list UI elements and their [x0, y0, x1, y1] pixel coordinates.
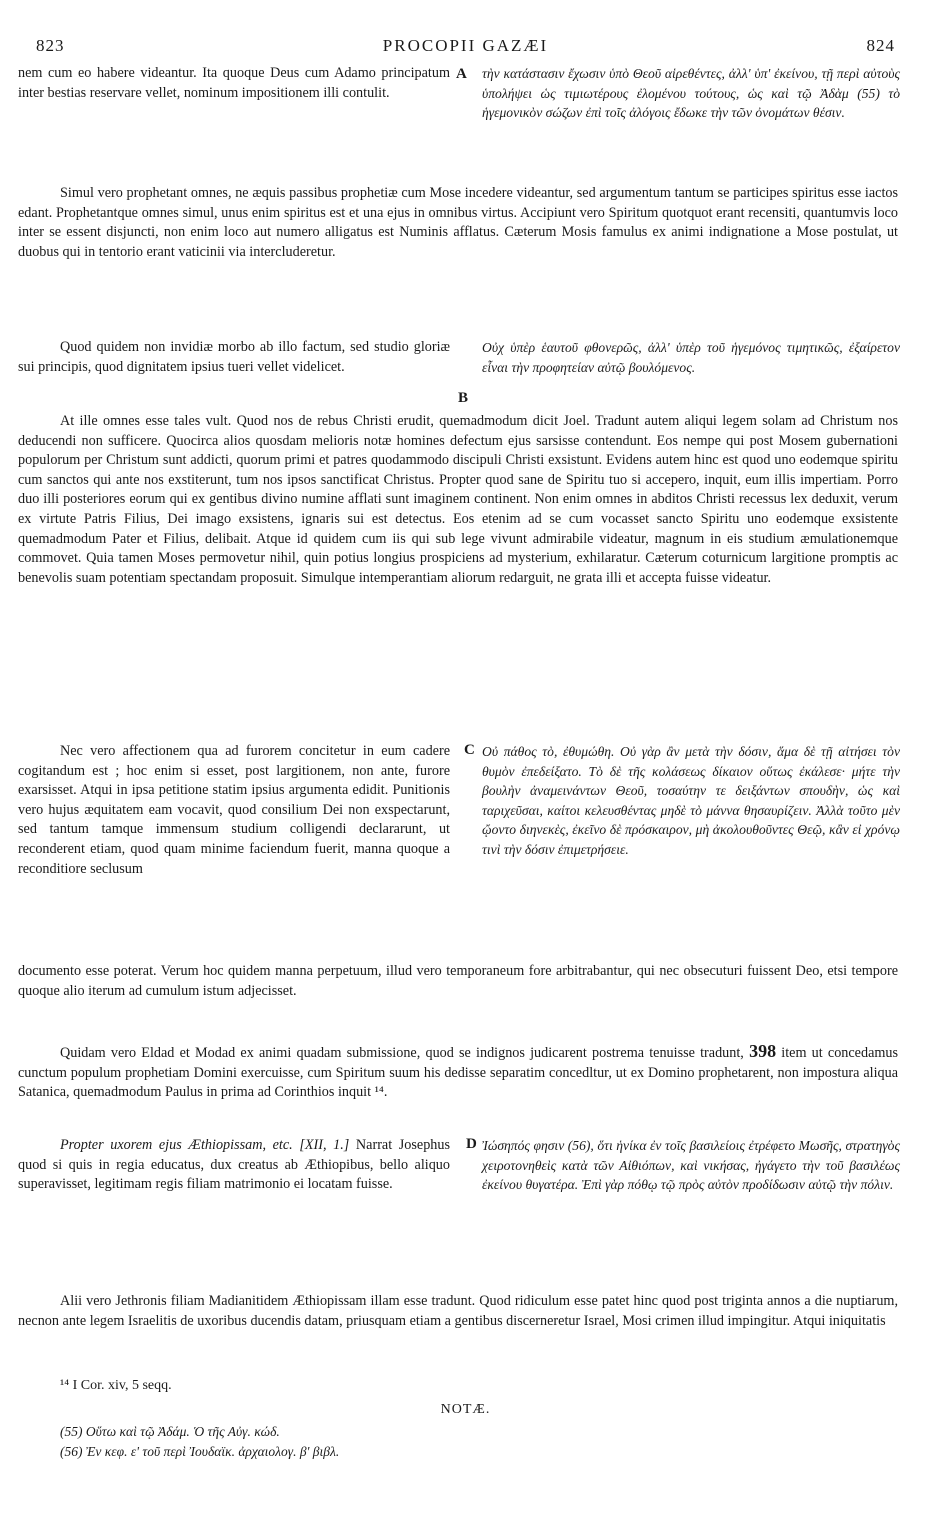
latin-text: Nec vero affectionem qua ad furorem concitetur in eum cadere cogitandum est ; hoc enim si esset, post largitionem, non ante, furore exarsisset. Atqui in ipsa petitione statim ipsius argumenta edidit. Punitionis vero hujus æquitatem eam vocavit, quod consilium Dei non exspectarunt, sed tantum tamque immensum studium colligendi declararunt, ut reconderent etiam, quod quam minime faciendum fuerit, manna quoque a reconditiore seclusum — [18, 743, 450, 877]
paragraph-6 — [18, 962, 898, 1001]
latin-column-5 — [18, 742, 450, 879]
margin-letter-d: D — [466, 1136, 477, 1152]
greek-text: Οὐχ ὑπὲρ ἑαυτοῦ φθονερῶς, ἀλλ' ὑπὲρ τοῦ ἡγεμόνος τιμητικῶς, ἐξαίρετον εἶναι τὴν προφητείαν αὐτῷ βουλόμενος. — [482, 340, 900, 375]
paragraph-4 — [18, 412, 898, 588]
paragraph-text — [18, 1042, 898, 1103]
text-before: Quidam vero Eldad et Modad ex animi quadam submissione, quod se indignos judicarent postrema tenuisse tradunt, — [60, 1045, 744, 1061]
latin-column-1 — [18, 64, 450, 103]
notes-heading: NOTÆ. — [440, 1402, 491, 1417]
latin-text: Quod quidem non invidiæ morbo ab illo factum, sed studio gloriæ sui principis, quod dignitatem ipsius tueri vellet videlicet. — [18, 339, 450, 375]
greek-text: Ἰώσηπός φησιν (56), ὅτι ἡνίκα ἐν τοῖς βασιλείοις ἐτρέφετο Μωσῆς, στρατηγὸς χειροτονηθεὶς κατὰ τῶν Αἰθιόπων, καὶ νικήσας, ἠγάγετο τὴν τοῦ βασιλέως ἐκείνου θυγατέρα. Ἐπὶ γὰρ πόθῳ τῷ πρὸς αὐτὸν προδίδωσιν αὐτῷ τὴν πόλιν. — [482, 1138, 900, 1193]
margin-letter-a: A — [456, 66, 467, 82]
latin-column-8 — [18, 1136, 450, 1195]
paragraph-text: Simul vero prophetant omnes, ne æquis passibus prophetiæ cum Mose incedere videantur, sed argumentum tantum se participes spiritus esse iactos edant. Prophetantque omnes simul, unus enim spiritus est et una ejus in omnibus virtus. Accipiunt vero Spiritum quotquot erant recensiti, quantumvis loco inter se essent disjuncti, non enim loco aut numero alligatus est Numinis afflatus. Cæterum Mosis famulus ex animi indignatione a Mose postulat, ut duobus qui in tentorio erant vaticinii via intercluderetur. — [18, 185, 898, 260]
paragraph-text: Alii vero Jethronis filiam Madianitidem Æthiopissam illam esse tradunt. Quod ridiculum esse patet hinc quod post triginta annos a die nuptiarum, necnon ante legem Israelitis de uxoribus ducendis datam, priusquam etiam a gentibus discerneretur Israel, Mosi crimen illud impingitur. Atqui iniquitatis — [18, 1293, 898, 1329]
greek-text: Οὐ πάθος τὸ, ἐθυμώθη. Οὐ γὰρ ἂν μετὰ τὴν δόσιν, ἅμα δὲ τῇ αἰτήσει τὸν θυμὸν ἐπεδείξατο. Τὸ δὲ τῆς κολάσεως δίκαιον οὕτως ἐκάλεσε· μήτε τὴν βουλὴν ἀναμεινάντων Θεοῦ, τοσαύτην τε δειξάντων σπουδὴν, ὡς καὶ ταριχεῦσαι, καίτοι κελευσθέντας μηδὲ τὸ μάννα θησαυρίζειν. Ἀλλὰ τοῦτο μὲν ᾤοντο διηνεκὲς, ἐκεῖνο δὲ πρόσκαιρον, μὴ ἀκολουθοῦντες Θεῷ, κἂν εἰ χρόνῳ τινὶ τὴν δόσιν ἐπιμετρήσειε. — [482, 744, 900, 857]
page-number-right: 824 — [866, 36, 895, 55]
running-title: PROCOPII GAZÆI — [382, 36, 549, 55]
margin-letter-b: B — [458, 390, 469, 406]
latin-body: Narrat Josephus quod si quis in regia educatus, dux creatus ab Æthiopibus, bello aliquo superavisset, legitimam regis filiam matrimonio ei locatam fuisse. — [18, 1137, 451, 1193]
page-number-left: 823 — [36, 36, 65, 55]
note-55: (55) Οὕτω καὶ τῷ Ἀδάμ. Ὁ τῆς Αὐγ. κώδ. — [60, 1424, 280, 1439]
paragraph-text: At ille omnes esse tales vult. Quod nos de rebus Christi erudit, quemadmodum dicit Joel. Tradunt autem aliqui legem solam ad Christum nos deducendi non sufficere. Quocirca alios quosdam melioris notæ homines defectum ejus sarsisse contendunt. Eos nempe qui post Mosem gubernationi populorum per Christum sunt addicti, quorum primi et patres quodammodo discipuli Christi exsistunt. Evidens autem hinc est quod uno eodemque spiritu cum sanctos qui ante nos exstiterunt, tum nos ipsos sanctificat Christus. Propter quod sane de Spiritu tuo si accepero, inquit, eum illis impertiam. Porro duo illi posteriores eorum qui ex gentibus divino numine afflati sunt imaginem continent. Non enim omnes in abditos Christi recessus lex deduxit, verum ex virtute Patris Filius, Dei imago exsistens, ignaris sui est detectus. Eos etenim ad se cum vocasset sancto Spiritu uno eodemque exsistente quemadmodum Pater et Filius, delibait. Atque id quidem cum iis qui sub lege vivunt admirabile videatur, magnum in eis studium æmulationemque commovet. Quia tamen Moses permovetur nihil, quin potius longius prospiciens ad mysterium, exhilaratur. Cæterum coturnicum largitione promptis ac benevolis suam potentiam spectandam proposuit. Simulque intemperantiam aliorum redarguit, ne grata illi et accepta fuisse videatur. — [18, 413, 898, 586]
lemma: Propter uxorem ejus Æthiopissam, etc. [XII, 1.] — [60, 1137, 350, 1153]
note-56: (56) Ἐν κεφ. ε' τοῦ περὶ Ἰουδαϊκ. ἀρχαιολογ. β' βιβλ. — [60, 1444, 340, 1459]
paragraph-9 — [18, 1292, 898, 1331]
footnote: ¹⁴ I Cor. xiv, 5 seqq. — [60, 1378, 172, 1393]
text-after: item ut concedamus cunctum populum prophetiam Domini exercuisse, cum Spiritum suum his dedisse separatim concedltur, ut ex Domino prophetarent, non impostura aliqua Satanica, quemadmodum Paulus in prima ad Corinthios inquit ¹⁴. — [18, 1045, 899, 1101]
paragraph-2 — [18, 184, 898, 262]
greek-column-3 — [482, 338, 900, 377]
greek-column-8 — [482, 1136, 900, 1195]
running-header — [36, 36, 895, 58]
paragraph-7 — [18, 1042, 898, 1103]
latin-column-3 — [18, 338, 450, 377]
greek-column-1 — [482, 64, 900, 123]
greek-text: τὴν κατάστασιν ἔχωσιν ὑπὸ Θεοῦ αἱρεθέντες, ἀλλ' ὑπ' ἐκείνου, τῇ περὶ αὐτοὺς ὑπολήψει ὡς τιμιωτέρους ἐλομένου τούτους, ὡς καὶ τῷ Ἀδὰμ (55) τὸ ἡγεμονικὸν σώζων ἐπὶ τοῖς ἀλόγοις ἔδωκε τὴν τῶν ὀνομάτων θέσιν. — [482, 66, 900, 121]
margin-letter-c: C — [464, 742, 475, 758]
column-number: 398 — [749, 1041, 777, 1061]
greek-column-5 — [482, 742, 900, 860]
latin-text — [18, 1136, 450, 1195]
paragraph-text: documento esse poterat. Verum hoc quidem manna perpetuum, illud vero temporaneum fore arbitrabantur, qui nec obsecuturi fuissent Deo, etsi tempore quoque alio iterum ad cumulum istum adjecisset. — [18, 963, 898, 999]
latin-text: nem cum eo habere videantur. Ita quoque Deus cum Adamo principatum inter bestias reservare vellet, nominum impositionem illi contulit. — [18, 65, 450, 101]
